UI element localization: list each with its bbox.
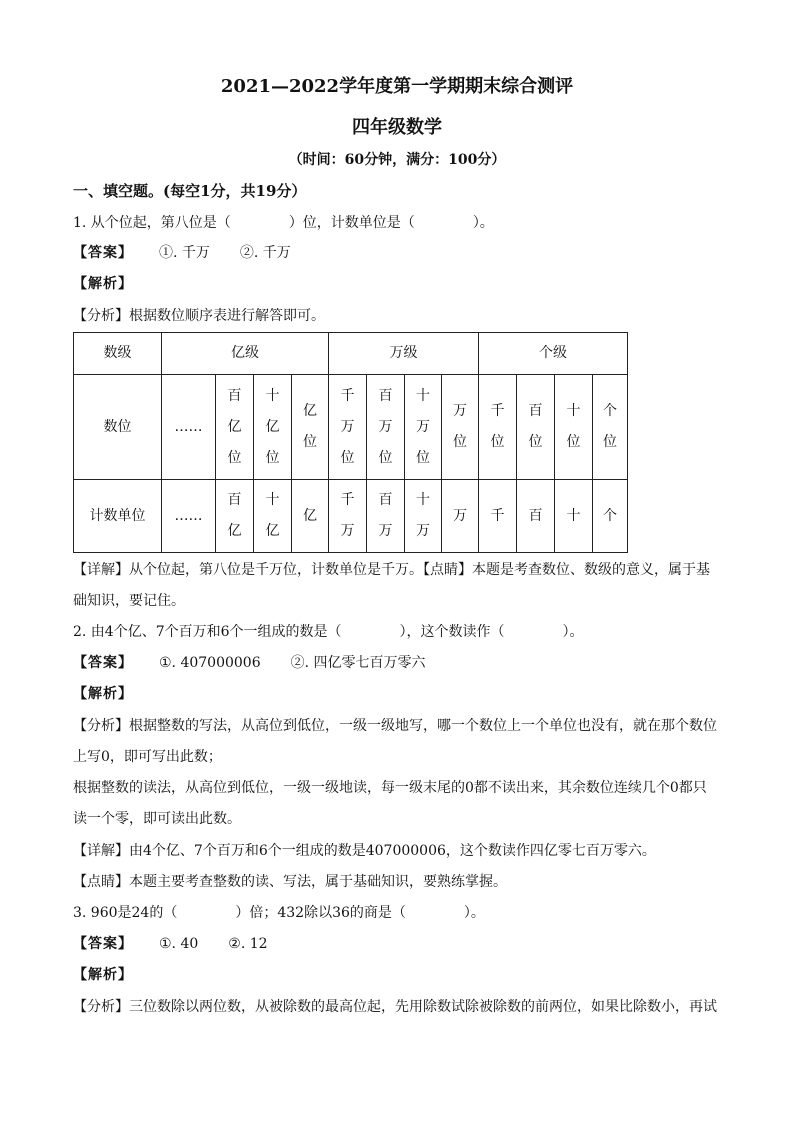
table-cell: 千 位: [479, 375, 517, 480]
table-row-label: 计数单位: [74, 480, 162, 553]
answer-1: [73, 243, 733, 263]
table-header: 数级: [74, 333, 162, 375]
answer-2: [73, 653, 733, 673]
table-cell: 个 位: [593, 375, 628, 480]
question-text: ）倍；432除以36的商是（: [235, 905, 406, 921]
analysis-text: 【分析】三位数除以两位数，从被除数的最高位起，先用除数试除被除数的前两位，如果比除数小，再试: [73, 999, 717, 1015]
answer-tag: 【答案】: [73, 655, 133, 671]
table-cell: 亿: [292, 480, 329, 553]
answer-value: ②. 12: [228, 936, 268, 952]
table-cell: 十 万: [405, 480, 442, 553]
answer-value: ②. 千万: [239, 245, 291, 261]
detail-text: 础知识，要记住。: [73, 593, 185, 609]
question-text: 2. 由4个亿、7个百万和6个一组成的数是（: [73, 624, 342, 640]
answer-tag: 【答案】: [73, 936, 133, 952]
table-cell: 百 亿: [216, 480, 254, 553]
table-header: 亿级: [162, 333, 329, 375]
exam-info: （时间：60分钟，满分：100分）: [288, 152, 506, 168]
table-cell: 万: [442, 480, 479, 553]
place-value-table: [73, 332, 628, 553]
table-cell: 万 位: [442, 375, 479, 480]
table-cell: ……: [162, 375, 216, 480]
answer-value: ①. 40: [159, 936, 199, 952]
table-header: 个级: [479, 333, 628, 375]
table-row-label: 数位: [74, 375, 162, 480]
question-text: 3. 960是24的（: [73, 905, 178, 921]
table-header: 万级: [329, 333, 479, 375]
detail-text: 【详解】由4个亿、7个百万和6个一组成的数是407000006，这个数读作四亿零七百万零六。: [73, 843, 656, 859]
question-text: ），这个数读作（: [399, 624, 505, 640]
answer-value: ②. 四亿零七百万零六: [290, 655, 426, 671]
table-cell: 十 亿: [254, 480, 292, 553]
analysis-text: 读一个零，即可读出此数。: [73, 811, 241, 827]
table-cell: 百 亿 位: [216, 375, 254, 480]
analysis-text: 【分析】根据整数的写法，从高位到低位，一级一级地写，哪一个数位上一个单位也没有，就在那个数位: [73, 718, 717, 734]
answer-3: [73, 934, 733, 954]
table-cell: ……: [162, 480, 216, 553]
analysis-tag: 【解析】: [73, 276, 133, 292]
table-cell: 百 万: [367, 480, 405, 553]
question-text: ）。: [463, 905, 485, 921]
question-1: [73, 213, 733, 233]
table-cell: 十 位: [555, 375, 593, 480]
question-text: ）。: [472, 215, 494, 231]
table-cell: 十 亿 位: [254, 375, 292, 480]
page-title: 2021—2022学年度第一学期期末综合测评: [220, 76, 574, 97]
analysis-text: 根据整数的读法，从高位到低位，一级一级地读，每一级末尾的0都不读出来，其余数位连续几个0都只: [73, 780, 707, 796]
table-cell: 亿 位: [292, 375, 329, 480]
question-2: [73, 622, 733, 642]
table-cell: 个: [593, 480, 628, 553]
table-cell: 千: [479, 480, 517, 553]
answer-tag: 【答案】: [73, 245, 133, 261]
analysis-text: 【分析】根据数位顺序表进行解答即可。: [73, 308, 325, 324]
answer-value: ①. 407000006: [159, 655, 261, 671]
question-3: [73, 903, 733, 923]
page-subtitle: 四年级数学: [352, 117, 442, 138]
table-cell: 百 位: [517, 375, 555, 480]
table-cell: 百: [517, 480, 555, 553]
analysis-tag: 【解析】: [73, 686, 133, 702]
table-cell: 千 万: [329, 480, 367, 553]
table-cell: 十 万 位: [405, 375, 442, 480]
analysis-tag: 【解析】: [73, 967, 133, 983]
answer-value: ①. 千万: [159, 245, 210, 261]
question-text: 1. 从个位起，第八位是（: [73, 215, 231, 231]
section-heading: 一、填空题。(每空1分，共19分）: [73, 182, 307, 200]
table-cell: 十: [555, 480, 593, 553]
question-text: ）位，计数单位是（: [288, 215, 415, 231]
table-cell: 千 万 位: [329, 375, 367, 480]
table-cell: 百 万 位: [367, 375, 405, 480]
detail-text: 【详解】从个位起，第八位是千万位，计数单位是千万。【点睛】本题是考查数位、数级的意义，属于基: [73, 562, 710, 578]
question-text: ）。: [562, 624, 584, 640]
analysis-text: 上写0，即可写出此数；: [73, 749, 222, 765]
tip-text: 【点睛】本题主要考查整数的读、写法，属于基础知识，要熟练掌握。: [73, 874, 507, 890]
